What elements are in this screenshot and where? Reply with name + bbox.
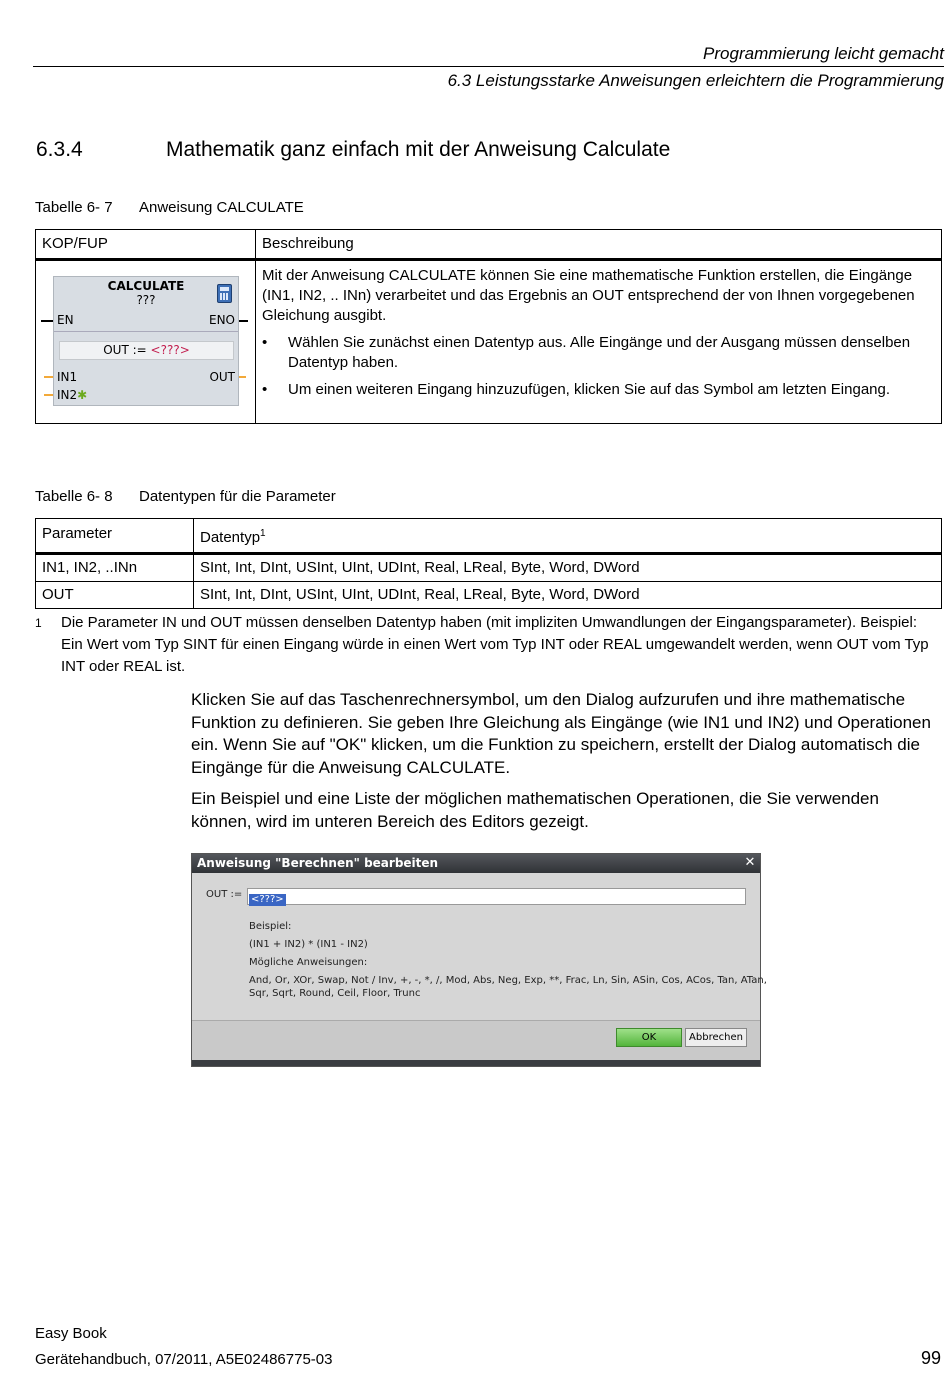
dialog-title: Anweisung "Berechnen" bearbeiten [197,856,439,870]
list-item: • Um einen weiteren Eingang hinzuzufügen, klicken Sie auf das Symbol am letzten Eingang. [262,381,891,398]
datatype-cell: SInt, Int, DInt, USInt, UInt, UDInt, Real, LReal, Byte, Word, DWord [194,582,942,609]
footnote-ref: 1 [260,528,266,539]
out-pin-label: OUT [209,370,235,384]
dialog-titlebar [192,854,760,873]
in1-pin-label: IN1 [57,370,78,384]
list-item: • Wählen Sie zunächst einen Datentyp aus. Alle Eingänge und der Ausgang müssen denselben Datentyp haben. [262,334,911,371]
cancel-button[interactable]: Abbrechen [685,1028,747,1047]
block-formula[interactable]: OUT := <???> [59,341,234,360]
block-datatype[interactable]: ??? [136,293,156,307]
running-header-section: 6.3 Leistungsstarke Anweisungen erleichtern die Programmierung [447,71,944,90]
table-caption-text: Anweisung CALCULATE [139,199,304,216]
param-cell: IN1, IN2, ..INn [36,554,194,582]
datatype-cell: SInt, Int, DInt, USInt, UInt, UDInt, Real, LReal, Byte, Word, DWord [194,554,942,582]
param-cell: OUT [36,582,194,609]
header-rule [33,66,944,67]
column-header: Datentyp$^1$ [194,519,942,554]
datatype-table [35,518,942,609]
close-icon[interactable]: ✕ [744,855,756,870]
formula-input-value: <???> [251,894,284,905]
table-caption-number: Tabelle 6- 8 [35,488,113,505]
out-label: OUT := [206,889,243,900]
table-caption-text: Datentypen für die Parameter [139,488,336,505]
example-label: Beispiel: [249,921,292,932]
block-divider [54,331,238,332]
operations-label: Mögliche Anweisungen: [249,957,368,968]
calculator-icon[interactable] [217,284,232,303]
body-paragraph: Klicken Sie auf das Taschenrechnersymbol, um den Dialog aufzurufen und ihre mathematische Funktion zu definieren. Sie geben Ihre Gleichung als Eingänge (wie IN1 und IN2) und Operationen ein. Wenn Sie auf "OK" klicken, um die Funktion zu speichern, erstellt der Dialog automatisch die Eingänge für die Anweisung CALCULATE. [191,690,931,777]
running-header-chapter: Programmierung leicht gemacht [703,44,944,63]
operations-list: Sqr, Sqrt, Round, Ceil, Floor, Trunc [249,988,421,999]
column-header: Parameter [36,519,194,554]
footnote-mark: 1 [35,616,42,630]
section-number: 6.3.4 [36,138,83,161]
table-caption-number: Tabelle 6- 7 [35,199,113,216]
description-intro: Mit der Anweisung CALCULATE können Sie eine mathematische Funktion erstellen, die Eingänge (IN1, IN2, .. INn) verarbeitet und das Ergebnis an OUT entsprechend der von Ihnen vorgegebenen Gleichung ausgibt. [262,267,915,324]
table-caption [35,199,304,216]
description-cell [256,260,942,424]
calculate-block[interactable] [53,276,239,406]
page-number: 99 [920,1348,941,1368]
table-caption [35,488,336,505]
footer-document-id: Gerätehandbuch, 07/2011, A5E02486775-03 [35,1351,333,1368]
ok-button[interactable]: OK [616,1028,682,1047]
formula-placeholder: <???> [150,343,190,357]
footnote [35,612,940,678]
footnote-text: Die Parameter IN und OUT müssen denselben Datentyp haben (mit impliziten Umwandlungen der Eingangsparameter). Beispiel: Ein Wert vom Typ SINT für einen Eingang würde in einen Wert vom Typ INT oder REAL umgewandelt werden, wenn OUT vom Typ INT oder REAL ist. [61,614,929,675]
table-row [36,554,942,582]
in2-pin-label: IN2✱ [57,388,88,402]
column-header: KOP/FUP [36,230,256,260]
example-formula: (IN1 + IN2) * (IN1 - IN2) [249,939,368,950]
table-row [36,582,942,609]
footer-book-title: Easy Book [35,1325,107,1342]
block-title: CALCULATE [107,279,185,293]
body-paragraph: Ein Beispiel und eine Liste der möglichen mathematischen Operationen, die Sie verwenden können, wird im unteren Bereich des Editors gezeigt. [191,789,879,831]
edit-calculate-dialog [191,853,767,1067]
add-input-icon[interactable]: ✱ [77,388,88,402]
en-pin-label: EN [57,313,74,327]
section-title: Mathematik ganz einfach mit der Anweisung Calculate [166,138,671,161]
formula-input[interactable] [247,888,746,905]
dialog-bottom-edge [192,1060,760,1066]
eno-pin-label: ENO [208,313,235,327]
operations-list: And, Or, XOr, Swap, Not / Inv, +, -, *, /, Mod, Abs, Neg, Exp, **, Frac, Ln, Sin, ASin, Cos, ACos, Tan, ATan, [249,975,767,986]
column-header: Beschreibung [256,230,942,260]
